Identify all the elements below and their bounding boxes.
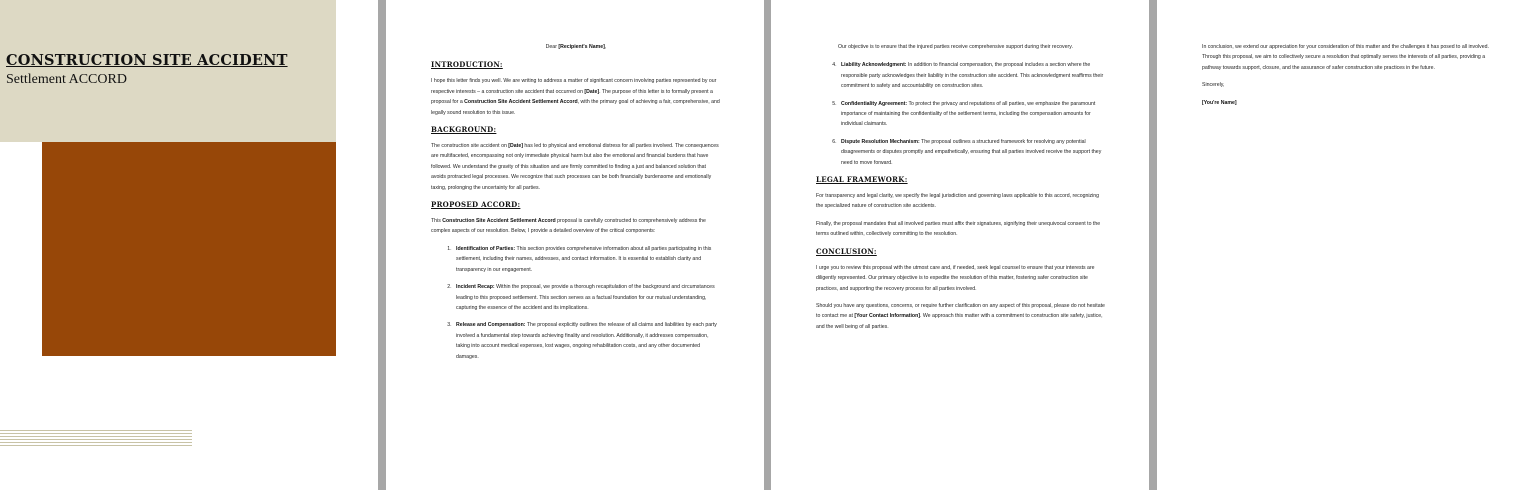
conclusion-heading: CONCLUSION: [816, 246, 877, 256]
list-continuation: Our objective is to ensure that the injured parties receive comprehensive support during their recovery. [838, 44, 1073, 50]
introduction-heading: INTRODUCTION: [431, 60, 503, 70]
list-item: 2. Incident Recap: Within the proposal, we provide a thorough recapitulation of the background and circumstances leading to this proposed settlement. This section serves as a factual foundation for our mutual understanding, capturing the essence of the accident and its implications. [453, 282, 721, 313]
components-list-continued [816, 60, 1106, 168]
list-item: 6. Dispute Resolution Mechanism: The proposal outlines a structured framework for resolving any potential disagreements or disputes promptly and empathetically, ensuring that all parties involved receive the support they need to move forward. [838, 137, 1106, 168]
cover-color-block [42, 142, 336, 356]
signoff: Sincerely, [1202, 82, 1225, 89]
cover-title: CONSTRUCTION SITE ACCIDENT [6, 52, 288, 69]
conclusion-paragraph-1: I urge you to review this proposal with the utmost care and, if needed, seek legal counsel to ensure that your interests are diligently represented. Our primary objective is to expedite the resolution of this matter, fostering safer construction site practices, and supporting the recovery process for all parties involved. [816, 264, 1095, 292]
contact-placeholder: [Your Contact Information] [854, 313, 920, 320]
background-heading: BACKGROUND: [431, 125, 497, 135]
legal-paragraph-1: For transparency and legal clarity, we specify the legal jurisdiction and governing laws applicable to this accord, recognizing the specialized nature of construction site accidents. [816, 193, 1100, 210]
cover-subtitle: Settlement ACCORD [6, 72, 127, 87]
signature-name: [You're Name] [1202, 99, 1237, 106]
components-list [431, 244, 721, 362]
cover-title-band [0, 0, 336, 142]
proposed-accord-heading: PROPOSED ACCORD: [431, 200, 521, 210]
background-paragraph: The construction site accident on [Date] has led to physical and emotional distress for all parties involved. The consequences are multifaceted, encompassing not only immediate physical harm but also the emotional and financial burdens that have followed. We understand the gravity of this situation and are firmly committed to finding a just and balanced solution that avoids protracted legal processes. We recognize that such processes can be both financially burdensome and emotionally taxing, prolonging the uncertainty for all parties. [431, 143, 719, 191]
cover-page [0, 0, 378, 490]
legal-framework-heading: LEGAL FRAMEWORK: [816, 175, 908, 185]
recipient-placeholder: [Recipient's Name] [558, 44, 605, 50]
letter-page-3 [1157, 0, 1536, 490]
list-item: 4. Liability Acknowledgment: In addition to financial compensation, the proposal includes a section where the responsible party acknowledges their liability in the construction site accident. This acknowledgment reaffirms their commitment to safety and accountability on construction sites. [838, 60, 1106, 91]
letter-page-1 [386, 0, 764, 490]
conclusion-paragraph-2: Should you have any questions, concerns, or require further clarification on any aspect of this proposal, please do not hesitate to contact me at [Your Contact Information]. We approach this matter with a commitment to construction site safety, justice, and the well being of all parties. [816, 302, 1105, 330]
introduction-paragraph: I hope this letter finds you well. We are writing to address a matter of significant concern involving parties represented by our respective interests – a construction site accident that occurred on [Date]. The purpose of this letter is to formally present a proposal for a Construction Site Accident Settlement Accord, with the primary goal of achieving a fair, comprehensive, and legally sound resolution to this issue. [431, 78, 720, 116]
letter-page-2 [771, 0, 1149, 490]
cover-decorative-lines [0, 430, 192, 448]
list-item: 3. Release and Compensation: The proposal explicitly outlines the release of all claims and liabilities by each party involved a fundamental step towards achieving finality and resolution. Additionally, it addresses compensation, taking into account medical expenses, lost wages, ongoing rehabilitation costs, and any other documented damages. [453, 320, 721, 362]
closing-paragraph: In conclusion, we extend our appreciation for your consideration of this matter and the challenges it has posed to all involved. Through this proposal, we aim to collectively secure a resolution that optimally serves the interests of all parties, providing a pathway towards support, closure, and the assurance of safer construction site practices in the future. [1202, 44, 1489, 71]
list-item: 5. Confidentiality Agreement: To protect the privacy and reputations of all parties, we emphasize the paramount importance of maintaining the confidentiality of the settlement terms, including the compensation amounts for individual claimants. [838, 99, 1106, 130]
salutation: Dear [Recipient's Name], [545, 44, 607, 50]
legal-paragraph-2: Finally, the proposal mandates that all involved parties must affix their signatures, signifying their unequivocal consent to the terms outlined within, collectively committing to the resolution. [816, 220, 1101, 238]
proposed-accord-paragraph: This Construction Site Accident Settlement Accord proposal is carefully constructed to comprehensively address the complex aspects of our resolution. Below, I provide a detailed overview of the critical components: [431, 218, 706, 235]
list-item: 1. Identification of Parties: This section provides comprehensive information about all parties participating in this settlement, including their names, addresses, and contact information. It is essential to establish clarity and transparency in our engagement. [453, 244, 721, 275]
